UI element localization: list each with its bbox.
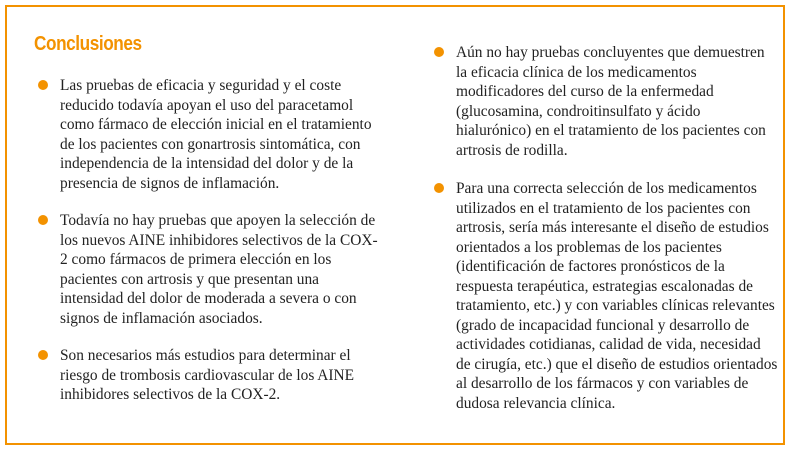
list-item [38,346,378,405]
section-heading: Conclusiones [34,33,142,55]
bullet-icon [434,47,444,57]
left-column-list [38,76,378,405]
list-item-text: Todavía no hay pruebas que apoyen la selección de los nuevos AINE inhibidores selectivos de la COX-2 como fármacos de primera elección en los pacientes con artrosis y que presentan una intensidad del dolor de moderada a severa o con signos de inflamación asociados. [60,212,378,327]
list-item [434,43,779,160]
list-item [38,211,378,328]
list-item-text: Son necesarios más estudios para determinar el riesgo de trombosis cardiovascular de los AINE inhibidores selectivos de la COX-2. [60,347,355,403]
list-item [434,179,779,413]
bullet-icon [38,350,48,360]
bullet-icon [434,183,444,193]
bullet-icon [38,80,48,90]
conclusions-box [5,5,785,445]
right-column-list [434,43,779,413]
list-item-text: Las pruebas de eficacia y seguridad y el coste reducido todavía apoyan el uso del paracetamol como fármaco de elección inicial en el tratamiento de los pacientes con gonartrosis sintomática, con independencia de la intensidad del dolor y de la presencia de signos de inflamación. [60,77,372,192]
bullet-icon [38,215,48,225]
list-item-text: Para una correcta selección de los medicamentos utilizados en el tratamiento de los pacientes con artrosis, sería más interesante el diseño de estudios orientados a los problemas de los pacientes (identificación de factores pronósticos de la respuesta terapéutica, estrategias escalonadas de tratamiento, etc.) y con variables clínicas relevantes (grado de incapacidad funcional y desarrollo de actividades cotidianas, calidad de vida, necesidad de cirugía, etc.) que el diseño de estudios orientados al desarrollo de los fármacos y con variables de dudosa relevancia clínica. [456,180,778,412]
list-item [38,76,378,193]
list-item-text: Aún no hay pruebas concluyentes que demuestren la eficacia clínica de los medicamentos modificadores del curso de la enfermedad (glucosamina, condroitinsulfato y ácido hialurónico) en el tratamiento de los pacientes con artrosis de rodilla. [456,44,766,159]
